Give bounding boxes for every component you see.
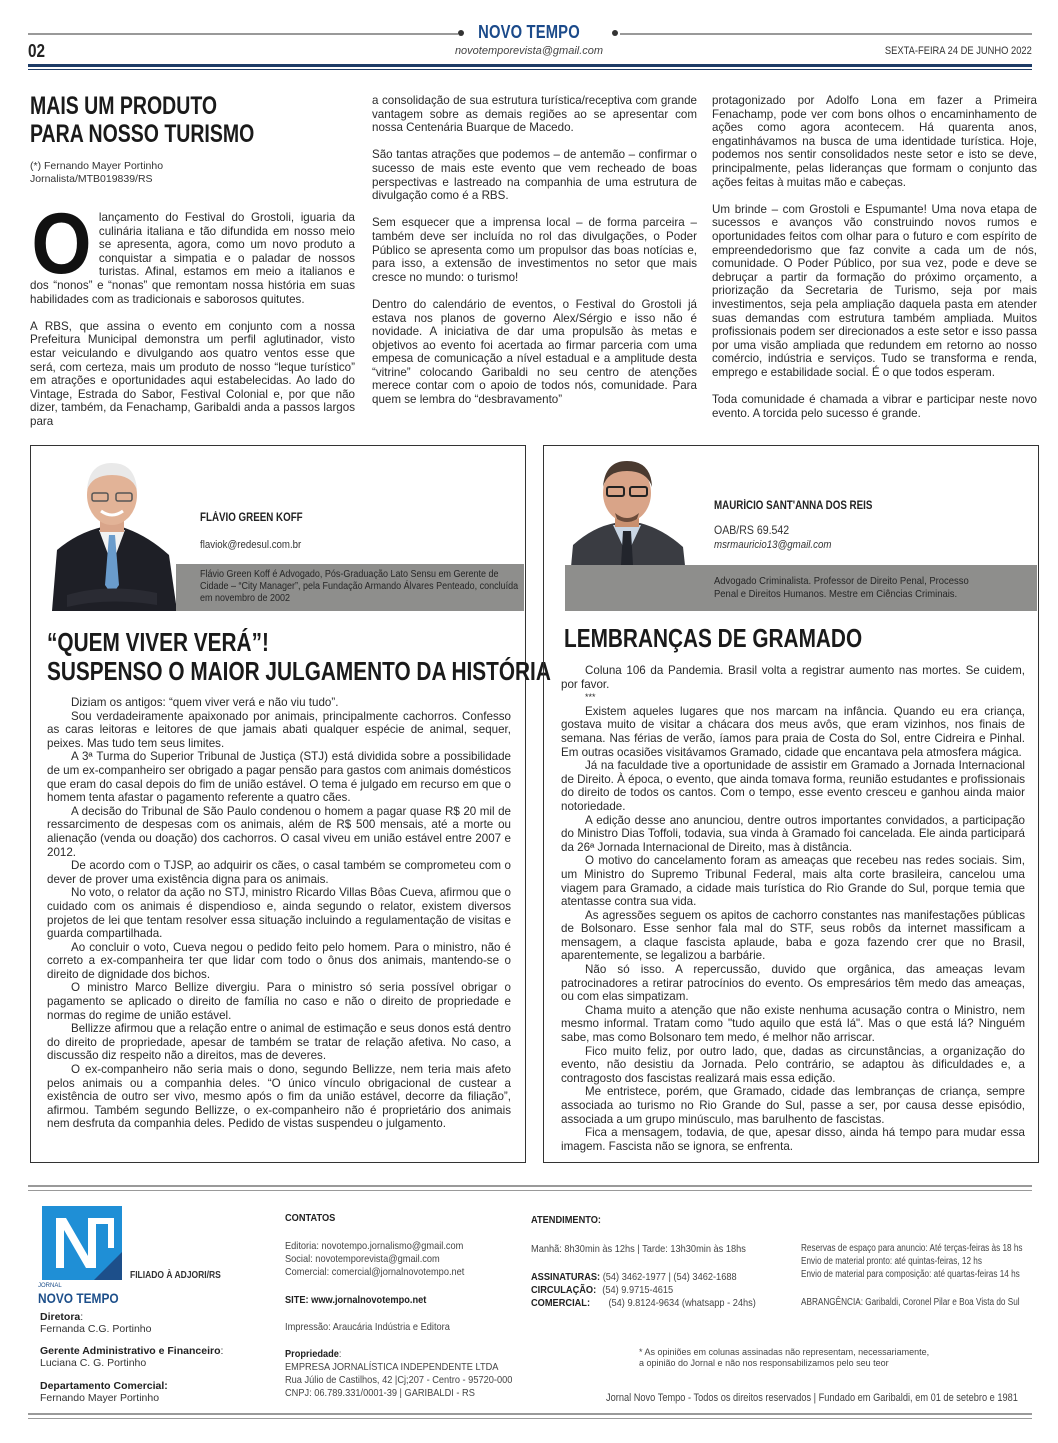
contacts-title: CONTATOS (285, 1212, 336, 1224)
author-oab: OAB/RS 69.542 (714, 523, 790, 537)
paragraph: As agressões seguem os apitos de cachorro constantes nas manifestações públicas de Bolsonaro. Esse senhor fala mal do STF, seus robôs da internet massificam a mensagem, a claque fascista aplaude, baba e goza fazendo crer que no Brasil, aparentemente, se legalizou a barbárie. (561, 908, 1025, 963)
propriedade-address: Rua Júlio de Castilhos, 42 |Cj;207 - Centro - 95720-000 (285, 1374, 513, 1386)
paragraph (30, 196, 355, 306)
paragraph: O motivo do cancelamento foram as ameaças que recebeu nas redes sociais. Sim, um Ministro do Supremo Tribunal Federal, mais alta corte brasileira, cancelou uma viagem para Gramado, a cidade mais turística do Rio Grande do Sul, porque temia que atentasse contra sua vida. (561, 854, 1025, 909)
paragraph: Ao concluir o voto, Cueva negou o pedido feito pelo homem. Para o ministro, não é correto a ex-companheira ter que lidar com todo o ônus dos animais, mantendo-se o direito de dignidade dos bichos. (47, 940, 511, 981)
author-name: FLÁVIO GREEN KOFF (200, 512, 303, 524)
column-title-line-2: SUSPENSO O MAIOR JULGAMENTO DA HISTÓRIA (47, 656, 551, 686)
article-column-1 (30, 196, 355, 442)
contact-social[interactable]: Social: novotemporevista@gmail.com (285, 1253, 440, 1265)
article-title-line-1: MAIS UM PRODUTO (30, 92, 218, 120)
abrangencia: ABRANGÊNCIA: Garibaldi, Coronel Pilar e Boa Vista do Sul (801, 1297, 1020, 1308)
paragraph: protagonizado por Adolfo Lona em fazer a Primeira Fenachamp, pode ver com bons olhos o encaminhamento de ações como agora acontecem. Há quarenta anos, engatinhávamos na busca de uma identidade turística. Hoje, podemos nos sentir consolidados neste setor e isto se deve, principalmente, pelas lideranças que formam o conjunto das ações feitas à muitas mão e cabeças. (712, 94, 1037, 189)
article-byline (30, 160, 163, 186)
paragraph: São tantas atrações que podemos – de antemão – confirmar o sucesso de mais este evento que vem recheado de boas perspectivas e lastreado na companhia de uma estrutura de divulgação como é a RBS. (372, 148, 697, 203)
contact-comercial[interactable]: Comercial: comercial@jornalnovotempo.net (285, 1266, 465, 1278)
article-column-2 (372, 94, 697, 420)
copyright: Jornal Novo Tempo - Todos os direitos reservados | Fundado em Garibaldi, em 01 de setebro e 1981 (606, 1392, 1018, 1404)
paragraph: Toda comunidade é chamada a vibrar e participar neste novo evento. A torcida pelo sucesso é grande. (712, 393, 1037, 420)
site-link[interactable]: SITE: www.jornalnovotempo.net (285, 1294, 427, 1306)
paragraph: Um brinde – com Grostoli e Espumante! Uma nova etapa de sucessos e avanços vão construindo novos rumos e oportunidades feitos com olhar para o futuro e com espírito de empreendedorismo que faz convite a cada um de nós, comunidade. O Poder Público, por sua vez, pode e deve se debruçar a partir da formação do próximo orçamento, a priorização da Secretaria de Turismo, seja por mais investimentos, seja pela ampliação daquela pasta em atender suas demandas com estrutura também ampliada. Muitos profissionais podem ser direcionados a este setor e isso passa por uma visão ampliada que redundem em retorno ao nosso comércio, indústria e serviços. Tudo se transforma e renda, emprego e estabilidade social. É o que todos esperam. (712, 202, 1037, 379)
header-rule-thick (28, 64, 1032, 67)
author-bio: Flávio Green Koff é Advogado, Pós-Graduação Lato Sensu em Gerente de Cidade – “City Manager”, pela Fundação Armando Álvares Penteado, concluída em novembro de 2002 (200, 569, 519, 604)
column-title (47, 628, 551, 686)
byline-author: (*) Fernando Mayer Portinho (30, 160, 164, 172)
newspaper-logo (42, 1206, 122, 1280)
paragraph: Não só isso. A repercussão, duvido que orgânica, das ameaças levam patrocinadores a retirar patrocínios do evento. Os empresários têm medo das ameaças, ou com elas simpatizam. (561, 963, 1025, 1004)
paragraph: A 3ª Turma do Superior Tribunal de Justiça (STJ) está dividida sobre a possibilidade de um ex-companheiro ser obrigado a pagar pensão para gastos com animais domésticos que eram do casal depois do fim de união estável. O tema é julgado em recurso em que o homem tenta afastar o pagamento referente a quatro cães. (47, 750, 512, 805)
staff-role: Gerente Administrativo e Financeiro (40, 1345, 221, 1357)
affiliation: FILIADO À ADJORI/RS (130, 1270, 221, 1281)
article-column-3 (712, 94, 1037, 434)
paragraph: Sem esquecer que a imprensa local – de forma parceira – também deve ser incluída no rol das divulgações, o Poder Público se apresenta como um propulsor das boas notícias e, para isso, a extensão de investimentos no setor que mais cresce no mundo: o turismo! (372, 216, 697, 284)
column-title-line-1: “QUEM VIVER VERÁ”! (47, 627, 269, 657)
paragraph: Chama muito a atenção que não existe nenhuma acusação contra o Ministro, nem mesmo informal. Tratam como "tudo aquilo que está lá". Mas o que está lá? Ninguém sabe, mas como Bolsonaro tem medo, é melhor não arriscar. (561, 1003, 1025, 1045)
footer-rule-top-thin (28, 1190, 1032, 1191)
contact-editoria[interactable]: Editoria: novotempo.jornalismo@gmail.com (285, 1240, 464, 1252)
header-rule-thin (28, 69, 1032, 70)
phone-label: CIRCULAÇÃO: (531, 1284, 597, 1296)
paragraph: O ministro Marco Bellize divergiu. Para o ministro só seria possível obrigar o pagamento se aplicado o direito de família no caso e não o direito de propriedade e normas do regime de união estável. (47, 981, 511, 1022)
staff-name: Fernando Mayer Portinho (40, 1392, 160, 1404)
logo-corner (94, 1252, 122, 1280)
phone-assinaturas (531, 1271, 737, 1284)
phone-value[interactable]: (54) 3462-1977 | (54) 3462-1688 (602, 1271, 737, 1283)
propriedade-company: EMPRESA JORNALÍSTICA INDEPENDENTE LTDA (285, 1361, 499, 1373)
paragraph: Fica a mensagem, todavia, de que, apesar disso, ainda há tempo para mudar essa imagem. Fascista não se ignora, se enfrenta. (561, 1126, 1025, 1153)
atendimento-hours: Manhã: 8h30min às 12hs | Tarde: 13h30min às 18hs (531, 1243, 746, 1255)
section-divider: *** (585, 692, 596, 703)
footer-rule-bottom (28, 1413, 1032, 1415)
masthead-email[interactable]: novotemporevista@gmail.com (454, 45, 604, 57)
paragraph: O ex-companheiro não seria mais o dono, segundo Bellizze, nem teria mais afeto pelos animais ou a companhia deles. “O único vínculo obrigacional de custear a existência de outro ser vivo, mesmo após o fim da união estável, decorre da filiação”, afirmou. Também segundo Bellizze, o ex-companheiro não é proprietário dos animais nem desfruta da companhia deles. Pedido de vistas suspendeu o julgamento. (47, 1063, 511, 1131)
staff-role: Departamento Comercial: (40, 1380, 168, 1392)
logo-small-word: JORNAL (38, 1283, 62, 1289)
paragraph: No voto, o relator da ação no STJ, ministro Ricardo Villas Bôas Cueva, afirmou que o cuidado com os animais é dispendioso e, ainda segundo o relator, existem diversos projetos de lei que tentam resolver essa situação incluindo a regulamentação de visitas e guarda compartilhada. (47, 886, 511, 941)
prazo-reservas: Reservas de espaço para anuncio: Até terças-feiras às 18 hs (801, 1243, 1023, 1254)
author-portrait-icon (47, 455, 177, 611)
impressao (285, 1321, 450, 1334)
propriedade-label: Propriedade: (285, 1348, 342, 1360)
paragraph-text: lançamento do Festival do Grostoli, iguaria da culinária italiana e tão difundida em nosso meio se apresenta, agora, como um novo produto a conquistar a simpatia e o paladar de nossos turistas. Afinal, estamos em meio a italianos e dos “nonos” e “nonas” que remontam nossa história em suas habilidades com as tradicionais e saborosos quitutes. (30, 211, 355, 306)
article-title (30, 92, 342, 148)
staff-manager: Gerente Administrativo e Financeiro: Luciana C. G. Portinho (40, 1345, 224, 1369)
disclaimer-line-2: a opinião do Jornal e não nos responsabilizamos pelo seu teor (639, 1358, 889, 1368)
paragraph: a consolidação de sua estrutura turística/receptiva com grande vantagem sobre as demais regiões ao se apresentar com nossa Centenária Buarque de Macedo. (372, 94, 697, 135)
column-body (47, 696, 511, 1131)
issue-date: SEXTA-FEIRA 24 DE JUNHO 2022 (885, 45, 1032, 57)
impressao-value: Araucária Indústria e Editora (332, 1321, 450, 1333)
author-name: MAURÍCIO SANT'ANNA DOS REIS (714, 500, 873, 512)
phone-value[interactable]: (54) 9.8124-9634 (whatsapp - 24hs) (608, 1297, 756, 1309)
propriedade-cnpj: CNPJ: 06.789.331/0001-39 | GARIBALDI - RS (285, 1387, 475, 1399)
phone-label: ASSINATURAS: (531, 1271, 601, 1283)
article-title-line-2: PARA NOSSO TURISMO (30, 120, 255, 148)
paragraph: Bellizze afirmou que a relação entre o animal de estimação e seus donos está dentro do direito de propriedade, apesar de também se tratar de relação afetiva. No caso, a discussão diz respeito não a direitos, mas de deveres. (47, 1022, 511, 1063)
impressao-label: Impressão: (285, 1321, 331, 1333)
logo-wordmark: NOVO TEMPO (38, 1290, 119, 1306)
phone-circulacao (531, 1284, 673, 1297)
prazo-composicao: Envio de material para composição: até quartas-feiras 14 hs (801, 1269, 1020, 1280)
phone-comercial (531, 1297, 756, 1310)
author-email[interactable]: msrmauricio13@gmail.com (714, 539, 832, 551)
propriedade-label-text: Propriedade (285, 1348, 339, 1360)
paragraph: A edição desse ano anunciou, dentre outros importantes convidados, a participação do Ministro Dias Toffoli, todavia, sua vinda à Gramado foi cancelada. Ele ainda participará da 26ª Jornada Internacional de Direito, mas à distância. (561, 813, 1025, 854)
author-photo (47, 455, 177, 611)
masthead-title: NOVO TEMPO (478, 22, 580, 42)
paragraph: Coluna 106 da Pandemia. Brasil volta a registrar aumento nas mortes. Se cuidem, por favor. (561, 664, 1025, 691)
footer-rule-top (28, 1185, 1032, 1187)
paragraph: A decisão do Tribunal de São Paulo condenou o homem a pagar quase R$ 20 mil de ressarcimento de despesas com os animais, além de R$ 500 mensais, até a morte ou alienação (venda ou doação) dos cachorros. O casal viveu em união estável entre 2007 e 2012. (47, 804, 511, 859)
footer-rule-bottom-thin (28, 1418, 1032, 1419)
paragraph: Fico muito feliz, por outro lado, que, dadas as circunstâncias, a organização do evento, não desistiu da Jornada. Pelo contrário, se adaptou às dificuldades e, a contragosto dos fascistas realizará mais essa edição. (561, 1044, 1025, 1085)
paragraph: A RBS, que assina o evento em conjunto com a nossa Prefeitura Municipal demonstra um perfil aglutinador, visto estar veiculando e divulgando aos quatro ventos esse que será, com certeza, mais um produto de nosso “leque turístico” em atrações e oportunidades aqui estabelecidas. Ao lado do Vintage, Estrada do Sabor, Festival Colonial e, por que não dizer, também, da Fenachamp, Garibaldi anda a passos largos para (30, 319, 355, 428)
phone-value[interactable]: (54) 9.9715-4615 (602, 1284, 674, 1296)
byline-credential: Jornalista/MTB019839/RS (30, 173, 153, 185)
staff-name: Fernanda C.G. Portinho (40, 1323, 152, 1335)
staff-role: Diretora (40, 1311, 81, 1323)
page-number: 02 (28, 41, 46, 61)
column-body (561, 664, 1025, 1153)
author-email[interactable]: flaviok@redesul.com.br (200, 539, 302, 551)
atendimento-title: ATENDIMENTO: (531, 1214, 601, 1226)
disclaimer-line-1: * As opiniões em colunas assinadas não representam, necessariamente, (639, 1347, 930, 1357)
paragraph: Diziam os antigos: “quem viver verá e não viu tudo”. (71, 696, 339, 709)
drop-cap: O (31, 196, 92, 292)
phone-label: COMERCIAL: (531, 1297, 591, 1309)
paragraph: De acordo com o TJSP, ao adquirir os cães, o casal também se comprometeu com o dever de prover uma existência digna para os animais. (47, 859, 511, 886)
paragraph: Sou verdadeiramente apaixonado por animais, principalmente cachorros. Confesso as caras leitoras e leitores de que jamais abati qualquer espécie de animal, sequer, peixes. Mas tudo tem seus limites. (47, 709, 511, 750)
staff-director: Diretora: Fernanda C.G. Portinho (40, 1311, 152, 1335)
paragraph: Já na faculdade tive a oportunidade de assistir em Gramado a Jornada Internacional de Direito. À época, o evento, que ainda tomava forma, reunião estudantes e profissionais do direito de todos os cantos. Com o tempo, esse evento cresceu e ganhou ainda maior notoriedade. (561, 759, 1025, 813)
author-bio: Advogado Criminalista. Professor de Direito Penal, Processo Penal e Direitos Humanos. Mestre em Ciências Criminais. (714, 575, 969, 600)
staff-commercial (40, 1380, 168, 1404)
staff-name: Luciana C. G. Portinho (40, 1357, 147, 1369)
paragraph: Existem aqueles lugares que nos marcam na infância. Quando eu era criança, gostava muito de visitar a chácara dos meus avôs, que eram vizinhos, nos finais de semana. Nas férias de verão, íamos para praia de Costa do Sol, entre Cidreira e Pinhal. Em outras ocasiões visitávamos Gramado, cidade que encantava pela atmosfera mágica. (561, 704, 1025, 759)
paragraph: Dentro do calendário de eventos, o Festival do Grostoli já estava nos planos de governo Alex/Sérgio e isso não é novidade. A iniciativa de dar uma propulsão às metas e objetivos ao evento foi acertada ao firmar parceria com uma empesa de comunicação a nível estadual e a amplitude desta “vitrine” colocando Garibaldi no seu centro de atenções merece contar com o apoio de todos nós, comunidade. Para quem se lembra do “desbravamento” (372, 297, 697, 407)
column-title: LEMBRANÇAS DE GRAMADO (564, 623, 863, 653)
paragraph: Me entristece, porém, que Gramado, cidade das lembranças de criança, sempre associada ao turismo no Rio Grande do Sul, passe a ser, por causa desse episódio, associada a um grupo minúsculo, mas barulhento de fascistas. (561, 1085, 1025, 1126)
prazo-material-pronto: Envio de material pronto: até quintas-feiras, 12 hs (801, 1256, 982, 1267)
